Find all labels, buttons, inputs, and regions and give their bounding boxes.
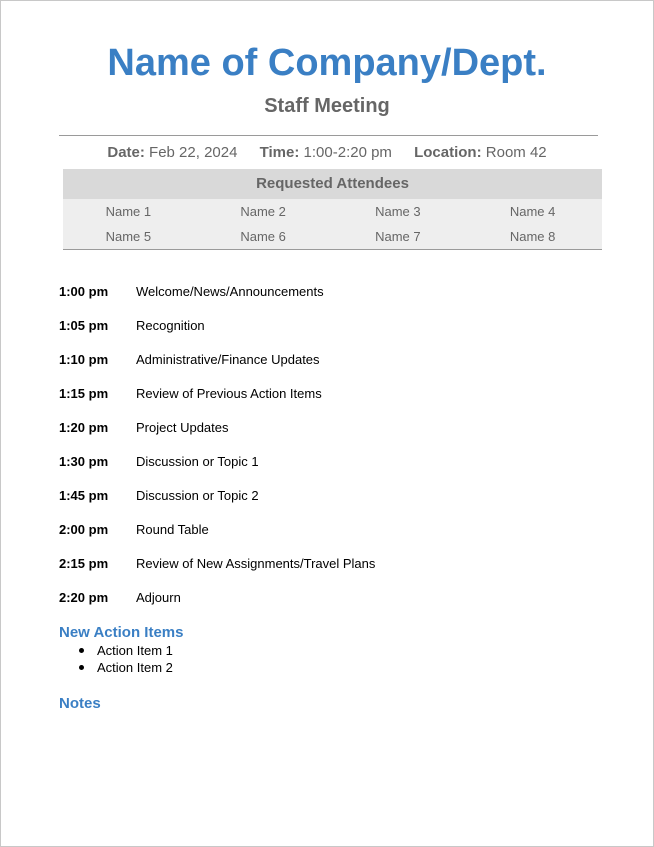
agenda-row [59,554,619,588]
bullet-icon [79,648,84,653]
agenda-item: Welcome/News/Announcements [136,284,324,299]
notes-heading: Notes [59,695,101,712]
agenda-item: Recognition [136,318,205,333]
agenda-time: 1:30 pm [59,454,109,469]
action-item [59,642,173,659]
date-group [107,143,237,163]
attendee-name: Name 7 [375,229,421,244]
attendee-name: Name 6 [240,229,286,244]
location-label: Location: [414,144,482,161]
agenda-item: Review of New Assignments/Travel Plans [136,556,376,571]
agenda-time: 1:45 pm [59,488,109,503]
date-value: Feb 22, 2024 [149,144,238,161]
agenda-row [59,384,619,418]
agenda-item: Project Updates [136,420,229,435]
agenda-row [59,350,619,384]
agenda-time: 1:00 pm [59,284,109,299]
attendee-name: Name 5 [105,229,152,244]
agenda-row [59,418,619,452]
action-items-list [59,642,173,676]
action-item-text: Action Item 2 [97,660,173,675]
location-value: Room 42 [485,144,547,161]
agenda-item: Administrative/Finance Updates [136,352,320,367]
action-items-heading: New Action Items [59,624,184,641]
agenda-time: 2:20 pm [59,590,109,605]
agenda-row [59,282,619,316]
bullet-icon [79,665,84,670]
agenda-time: 1:15 pm [59,386,109,401]
attendee-name: Name 4 [509,204,556,219]
agenda-row [59,486,619,520]
attendee-name: Name 3 [375,204,421,219]
divider [59,135,598,136]
attendees-heading: Requested Attendees [63,169,602,199]
agenda-time: 2:00 pm [59,522,109,537]
agenda-time: 2:15 pm [59,556,109,571]
time-group [260,143,392,163]
agenda-item: Discussion or Topic 1 [136,454,259,469]
attendees-grid [63,199,602,250]
attendee-name: Name 8 [509,229,556,244]
meeting-details [1,143,653,163]
agenda-list [59,282,619,622]
agenda-row [59,316,619,350]
agenda-item: Discussion or Topic 2 [136,488,259,503]
company-title: Name of Company/Dept. [107,42,547,84]
agenda-time: 1:20 pm [59,420,109,435]
time-value: 1:00-2:20 pm [303,144,392,161]
agenda-item: Review of Previous Action Items [136,386,322,401]
action-item-text: Action Item 1 [97,643,173,658]
action-item [59,659,173,676]
attendee-name: Name 2 [240,204,286,219]
agenda-row [59,520,619,554]
location-group [414,143,547,163]
agenda-time: 1:10 pm [59,352,109,367]
agenda-row [59,452,619,486]
agenda-time: 1:05 pm [59,318,109,333]
agenda-row [59,588,619,622]
attendee-name: Name 1 [105,204,152,219]
agenda-item: Adjourn [136,590,181,605]
meeting-title: Staff Meeting [264,95,390,117]
agenda-item: Round Table [136,522,209,537]
date-label: Date: [107,144,145,161]
time-label: Time: [259,144,300,161]
